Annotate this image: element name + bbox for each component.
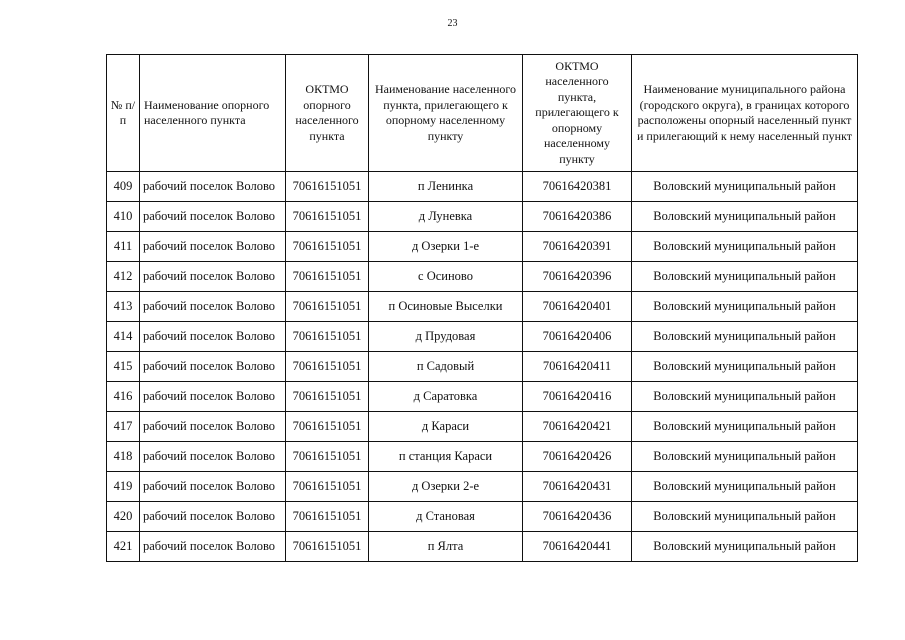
cell-num: 411 xyxy=(107,232,140,262)
cell-support-name: рабочий поселок Волово xyxy=(140,172,286,202)
cell-adjacent-name: д Луневка xyxy=(369,202,523,232)
cell-support-oktmo: 70616151051 xyxy=(286,472,369,502)
table-header xyxy=(107,55,858,172)
cell-support-oktmo: 70616151051 xyxy=(286,442,369,472)
cell-support-name: рабочий поселок Волово xyxy=(140,352,286,382)
cell-num: 414 xyxy=(107,322,140,352)
settlements-table xyxy=(106,54,858,562)
cell-num: 410 xyxy=(107,202,140,232)
header-support-oktmo: ОКТМО опорного населенного пункта xyxy=(286,55,369,172)
table-row xyxy=(107,292,858,322)
cell-adjacent-name: д Озерки 2-е xyxy=(369,472,523,502)
cell-adjacent-oktmo: 70616420416 xyxy=(523,382,632,412)
header-municipality: Наименование муниципального района (городского округа), в границах которого расположены опорный населенный пункт и прилегающий к нему населенный пункт xyxy=(632,55,858,172)
cell-adjacent-oktmo: 70616420401 xyxy=(523,292,632,322)
cell-support-name: рабочий поселок Волово xyxy=(140,322,286,352)
cell-adjacent-oktmo: 70616420436 xyxy=(523,502,632,532)
cell-num: 416 xyxy=(107,382,140,412)
table-row xyxy=(107,262,858,292)
cell-municipality: Воловский муниципальный район xyxy=(632,352,858,382)
cell-municipality: Воловский муниципальный район xyxy=(632,202,858,232)
cell-num: 412 xyxy=(107,262,140,292)
cell-support-name: рабочий поселок Волово xyxy=(140,382,286,412)
cell-num: 415 xyxy=(107,352,140,382)
cell-adjacent-oktmo: 70616420421 xyxy=(523,412,632,442)
cell-support-oktmo: 70616151051 xyxy=(286,202,369,232)
cell-municipality: Воловский муниципальный район xyxy=(632,292,858,322)
cell-num: 417 xyxy=(107,412,140,442)
cell-support-oktmo: 70616151051 xyxy=(286,172,369,202)
cell-adjacent-name: д Саратовка xyxy=(369,382,523,412)
cell-support-name: рабочий поселок Волово xyxy=(140,292,286,322)
cell-adjacent-oktmo: 70616420391 xyxy=(523,232,632,262)
cell-adjacent-oktmo: 70616420386 xyxy=(523,202,632,232)
cell-support-oktmo: 70616151051 xyxy=(286,412,369,442)
table-row xyxy=(107,442,858,472)
table-row xyxy=(107,232,858,262)
cell-support-oktmo: 70616151051 xyxy=(286,352,369,382)
cell-support-name: рабочий поселок Волово xyxy=(140,232,286,262)
cell-adjacent-name: п Садовый xyxy=(369,352,523,382)
cell-municipality: Воловский муниципальный район xyxy=(632,262,858,292)
cell-support-name: рабочий поселок Волово xyxy=(140,442,286,472)
cell-municipality: Воловский муниципальный район xyxy=(632,502,858,532)
cell-support-oktmo: 70616151051 xyxy=(286,292,369,322)
cell-adjacent-name: п станция Караси xyxy=(369,442,523,472)
cell-support-name: рабочий поселок Волово xyxy=(140,532,286,562)
cell-municipality: Воловский муниципальный район xyxy=(632,232,858,262)
cell-num: 413 xyxy=(107,292,140,322)
cell-municipality: Воловский муниципальный район xyxy=(632,322,858,352)
cell-support-oktmo: 70616151051 xyxy=(286,322,369,352)
table-row xyxy=(107,322,858,352)
cell-num: 421 xyxy=(107,532,140,562)
cell-municipality: Воловский муниципальный район xyxy=(632,472,858,502)
cell-adjacent-name: п Ялта xyxy=(369,532,523,562)
table-row xyxy=(107,472,858,502)
table-row xyxy=(107,532,858,562)
cell-municipality: Воловский муниципальный район xyxy=(632,442,858,472)
cell-municipality: Воловский муниципальный район xyxy=(632,532,858,562)
cell-num: 420 xyxy=(107,502,140,532)
cell-municipality: Воловский муниципальный район xyxy=(632,382,858,412)
cell-adjacent-oktmo: 70616420431 xyxy=(523,472,632,502)
cell-adjacent-oktmo: 70616420426 xyxy=(523,442,632,472)
cell-adjacent-oktmo: 70616420411 xyxy=(523,352,632,382)
cell-support-oktmo: 70616151051 xyxy=(286,532,369,562)
table-row xyxy=(107,202,858,232)
cell-municipality: Воловский муниципальный район xyxy=(632,412,858,442)
cell-adjacent-name: п Осиновые Выселки xyxy=(369,292,523,322)
header-row xyxy=(107,55,858,172)
table-row xyxy=(107,382,858,412)
table-row xyxy=(107,352,858,382)
cell-adjacent-oktmo: 70616420396 xyxy=(523,262,632,292)
cell-adjacent-oktmo: 70616420406 xyxy=(523,322,632,352)
header-adjacent-name: Наименование населенного пункта, прилегающего к опорному населенному пункту xyxy=(369,55,523,172)
cell-support-oktmo: 70616151051 xyxy=(286,232,369,262)
cell-num: 409 xyxy=(107,172,140,202)
header-adjacent-oktmo: ОКТМО населенного пункта, прилегающего к опорному населенному пункту xyxy=(523,55,632,172)
table-row xyxy=(107,412,858,442)
cell-adjacent-name: д Прудовая xyxy=(369,322,523,352)
table-body xyxy=(107,172,858,562)
cell-adjacent-oktmo: 70616420381 xyxy=(523,172,632,202)
cell-municipality: Воловский муниципальный район xyxy=(632,172,858,202)
cell-support-name: рабочий поселок Волово xyxy=(140,502,286,532)
cell-support-oktmo: 70616151051 xyxy=(286,262,369,292)
cell-num: 418 xyxy=(107,442,140,472)
cell-support-oktmo: 70616151051 xyxy=(286,382,369,412)
header-support-name: Наименование опорного населенного пункта xyxy=(140,55,286,172)
cell-adjacent-name: д Озерки 1-е xyxy=(369,232,523,262)
table-row xyxy=(107,502,858,532)
cell-adjacent-name: п Ленинка xyxy=(369,172,523,202)
header-num: № п/п xyxy=(107,55,140,172)
cell-support-name: рабочий поселок Волово xyxy=(140,412,286,442)
cell-num: 419 xyxy=(107,472,140,502)
table-row xyxy=(107,172,858,202)
cell-adjacent-oktmo: 70616420441 xyxy=(523,532,632,562)
cell-support-name: рабочий поселок Волово xyxy=(140,202,286,232)
cell-adjacent-name: д Караси xyxy=(369,412,523,442)
cell-support-name: рабочий поселок Волово xyxy=(140,472,286,502)
cell-support-oktmo: 70616151051 xyxy=(286,502,369,532)
cell-support-name: рабочий поселок Волово xyxy=(140,262,286,292)
page-number: 23 xyxy=(447,18,458,29)
cell-adjacent-name: с Осиново xyxy=(369,262,523,292)
cell-adjacent-name: д Становая xyxy=(369,502,523,532)
